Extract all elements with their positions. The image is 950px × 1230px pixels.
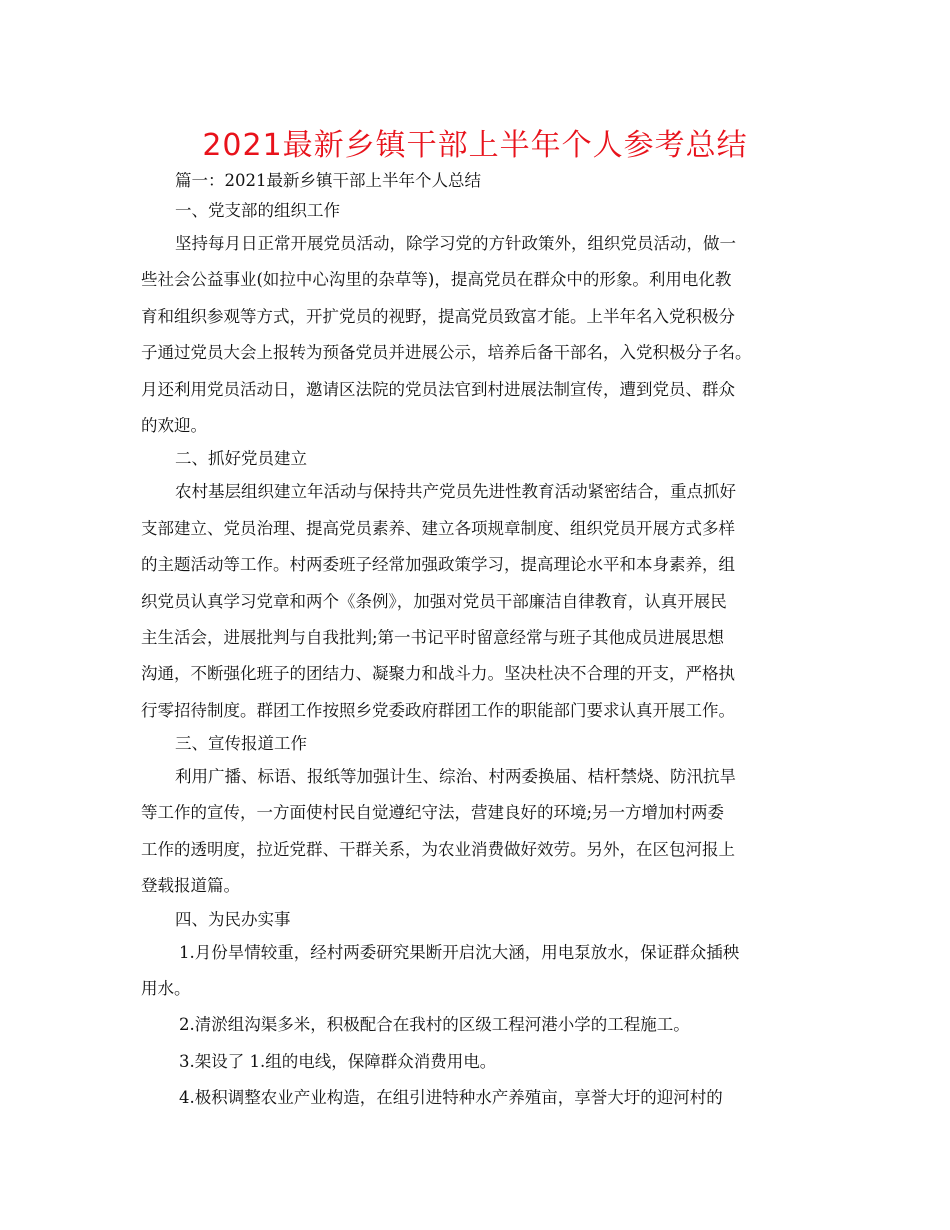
- paragraph-line: 登载报道篇。: [141, 876, 240, 896]
- article-heading: 篇一：2021最新乡镇干部上半年个人总结: [175, 171, 481, 190]
- list-item: [141, 1007, 813, 1043]
- paragraph-line: 利用广播、标语、报纸等加强计生、综治、村两委换届、桔杆禁烧、防汛抗旱: [175, 767, 736, 787]
- section-heading: 一、党支部的组织工作: [175, 201, 340, 220]
- section-paragraph: [141, 474, 813, 729]
- paragraph-line: 的欢迎。: [141, 415, 207, 435]
- list-item-line: 用水。: [141, 979, 191, 999]
- paragraph-line: 行零招待制度。群团工作按照乡党委政府群团工作的职能部门要求认真开展工作。: [141, 700, 735, 720]
- section-paragraph: [141, 226, 813, 444]
- section-heading: 二、抓好党员建立: [175, 449, 307, 469]
- list-item-line: 4.极积调整农业产业构造，在组引进特种水产养殖亩，享誉大圩的迎河村的: [179, 1088, 723, 1108]
- list-item: [141, 935, 813, 1008]
- list-item: [141, 1080, 813, 1116]
- paragraph-line: 支部建立、党员治理、提高党员素养、建立各项规章制度、组织党员开展方式多样: [141, 518, 735, 538]
- list-item-line: 1.月份旱情较重，经村两委研究果断开启沈大涵，用电泵放水，保证群众插秧: [179, 942, 740, 962]
- list-item-line: 3.架设了 1.组的电线，保障群众消费用电。: [179, 1051, 497, 1071]
- paragraph-line: 织党员认真学习党章和两个《条例》，加强对党员干部廉洁自律教育，认真开展民: [141, 591, 727, 611]
- paragraph-line: 月还利用党员活动日，邀请区法院的党员法官到村进展法制宣传，遭到党员、群众: [141, 379, 735, 399]
- paragraph-line: 主生活会，进展批判与自我批判;第一书记平时留意经常与班子其他成员进展思想: [141, 627, 725, 647]
- paragraph-line: 等工作的宣传，一方面使村民自觉遵纪守法，营建良好的环境;另一方增加村两委: [141, 803, 725, 823]
- paragraph-line: 些社会公益事业(如拉中心沟里的杂草等)，提高党员在群众中的形象。利用电化教: [141, 270, 732, 290]
- paragraph-line: 子通过党员大会上报转为预备党员并进展公示，培养后备干部名，入党积极分子名。: [141, 343, 752, 363]
- paragraph-line: 的主题活动等工作。村两委班子经常加强政策学习，提高理论水平和本身素养，组: [141, 555, 735, 575]
- paragraph-line: 坚持每月日正常开展党员活动，除学习党的方针政策外，组织党员活动，做一: [175, 234, 736, 253]
- paragraph-line: 农村基层组织建立年活动与保持共产党员先进性教育活动紧密结合，重点抓好: [175, 482, 736, 502]
- paragraph-line: 育和组织参观等方式，开扩党员的视野，提高党员致富才能。上半年名入党积极分: [141, 306, 735, 326]
- list-item-line: 2.清淤组沟渠多米，积极配合在我村的区级工程河港小学的工程施工。: [179, 1015, 690, 1035]
- list-item: [141, 1044, 813, 1080]
- paragraph-line: 工作的透明度，拉近党群、干群关系，为农业消费做好效劳。另外，在区包河报上: [141, 839, 735, 859]
- section-heading: 四、为民办实事: [175, 909, 291, 929]
- section-heading: 三、宣传报道工作: [175, 734, 307, 754]
- paragraph-line: 沟通，不断强化班子的团结力、凝聚力和战斗力。坚决杜决不合理的开支，严格执: [141, 664, 735, 684]
- document-title: 2021最新乡镇干部上半年个人参考总结: [202, 128, 748, 163]
- section-paragraph: [141, 759, 813, 905]
- document-body: [141, 166, 813, 1117]
